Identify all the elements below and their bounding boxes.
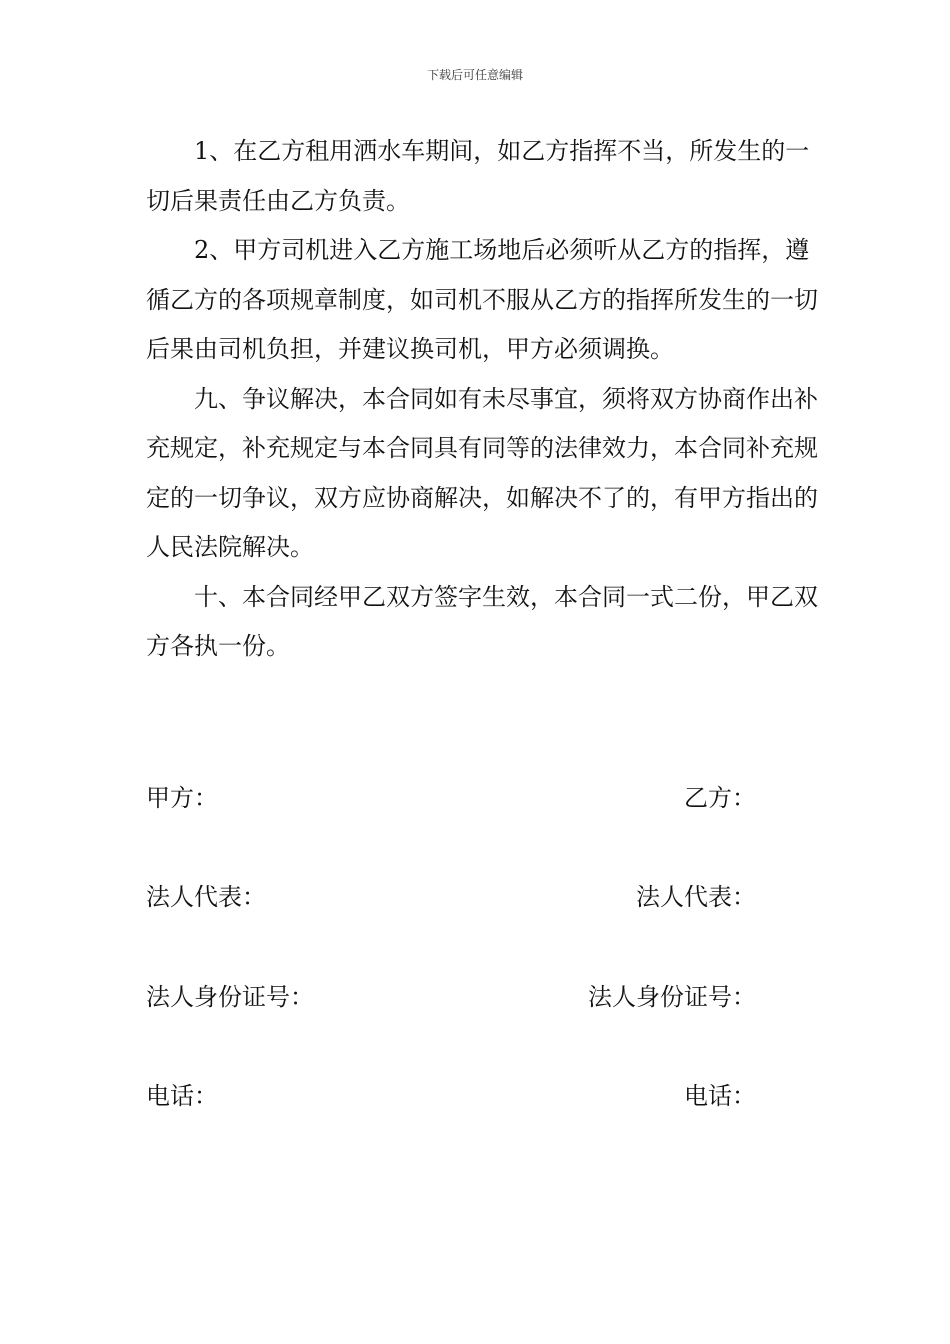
effectiveness-paragraph: 十、本合同经甲乙双方签字生效，本合同一式二份，甲乙双方各执一份。 <box>146 582 818 660</box>
clause-1-paragraph: 1、在乙方租用洒水车期间，如乙方指挥不当，所发生的一切后果责任由乙方负责。 <box>146 137 810 215</box>
signature-row-party <box>146 782 756 814</box>
signature-row-phone <box>146 1080 756 1112</box>
phone-b-label: 电话： <box>684 1082 756 1110</box>
page-header-note: 下载后可任意编辑 <box>426 68 523 82</box>
signature-row-legal-rep <box>146 881 756 913</box>
phone-a-label: 电话： <box>146 1082 218 1110</box>
clause-2-paragraph: 2、甲方司机进入乙方施工场地后必须听从乙方的指挥，遵循乙方的各项规章制度，如司机不服从乙方的指挥所发生的一切后果由司机负担，并建议换司机，甲方必须调换。 <box>146 236 818 363</box>
party-b-label: 乙方： <box>684 784 756 812</box>
dispute-resolution-paragraph: 九、争议解决，本合同如有未尽事宜，须将双方协商作出补充规定，补充规定与本合同具有同等的法律效力，本合同补充规定的一切争议，双方应协商解决，如解决不了的，有甲方指出的人民法院解决。 <box>146 384 818 561</box>
contract-body <box>146 127 830 672</box>
id-number-b-label: 法人身份证号： <box>588 983 756 1011</box>
legal-rep-b-label: 法人代表： <box>636 883 756 911</box>
signature-row-id-number <box>146 981 756 1013</box>
party-a-label: 甲方： <box>146 784 218 812</box>
legal-rep-a-label: 法人代表： <box>146 883 266 911</box>
id-number-a-label: 法人身份证号： <box>146 983 314 1011</box>
